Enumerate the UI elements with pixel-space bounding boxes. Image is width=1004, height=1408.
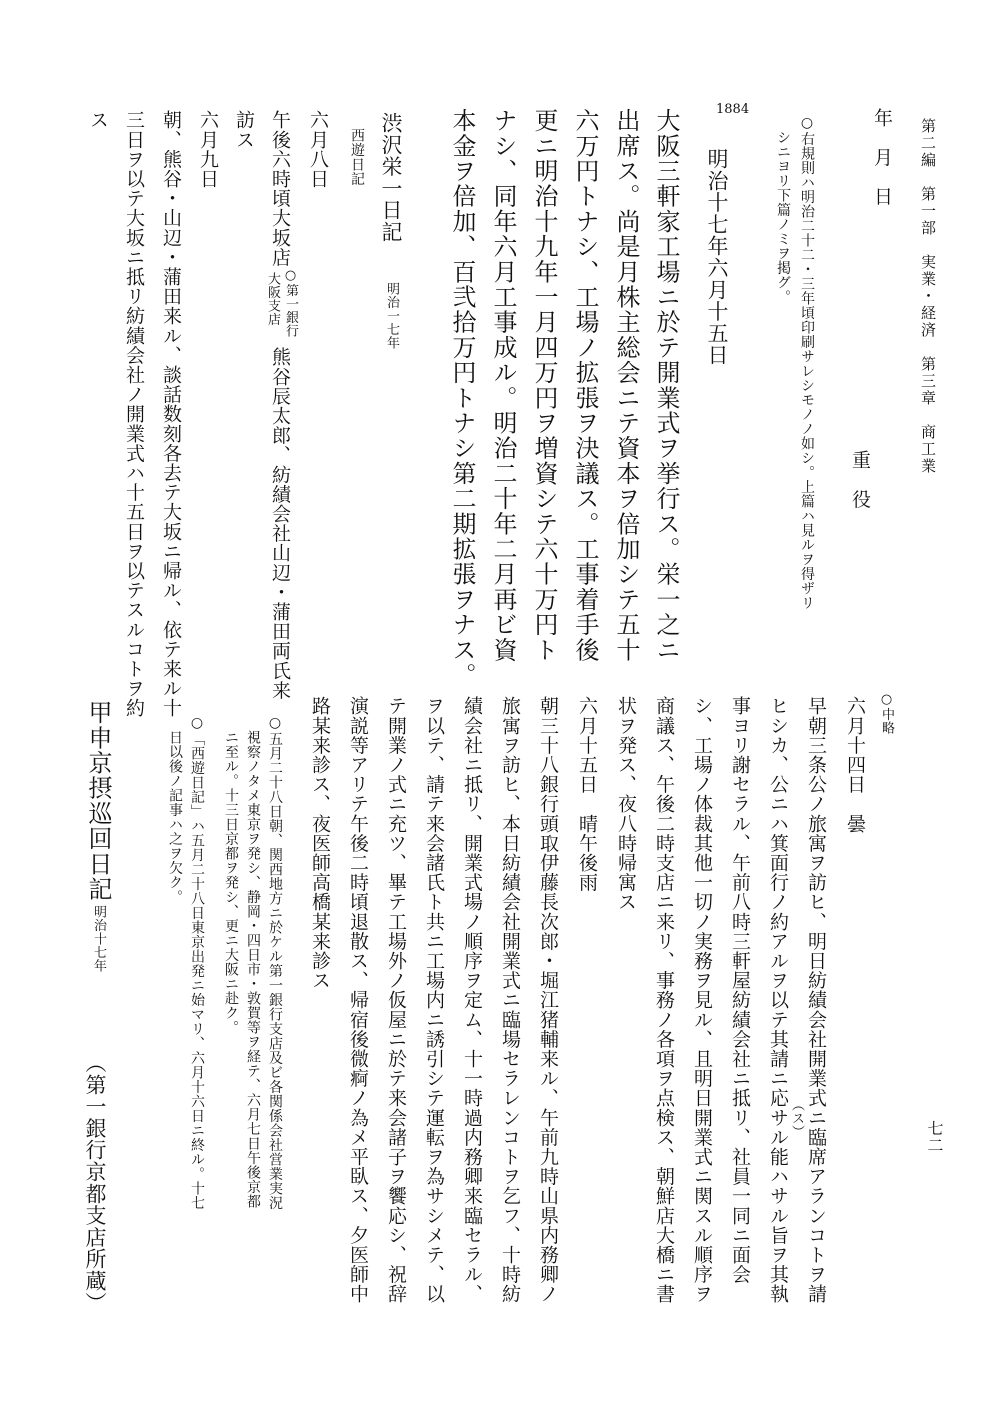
diary-line: 朝、熊谷・山辺・蒲田来ル、談話数刻各去テ大坂ニ帰ル、依テ来ル十 (160, 110, 182, 718)
diary-date: 六月十五日 晴午後雨 (576, 696, 598, 892)
rule-note-line: ○右規則ハ明治二十二・三年頃印刷サレシモノノ如シ。上篇ハ見ルヲ得ザリ (799, 115, 815, 610)
diary-line: ス (87, 110, 109, 130)
entry-title: 重 役 (849, 450, 871, 509)
running-head: 第二編 第一部 実業・経済 第三章 商工業 (919, 118, 937, 475)
rule-note-line: シニヨリ下篇ノミヲ掲グ。 (775, 130, 791, 304)
diary-line: 事ヨリ謝セラル、午前八時三軒屋紡績会社ニ抵リ、社員一同ニ面会 (729, 696, 751, 1284)
source-subtitle: 西遊日記 (349, 128, 365, 186)
diary-line: テ開業ノ式ニ充ツ、畢テ工場外ノ仮屋ニ於テ来会諸子ヲ饗応シ、祝辞 (385, 696, 407, 1304)
diary-date: 六月十四日 曇 (844, 696, 866, 834)
source-title: 甲申京摂巡回日記 (84, 700, 112, 902)
ruby-annotation: （ス） (789, 1098, 804, 1139)
diary-line: ヒシカ、公ニハ箕面行ノ約アルヲ以テ其請ニ応サル能ハサル旨ヲ其執 (767, 696, 789, 1304)
diary-line: 演説等アリテ午後二時頃退散ス、帰宿後微痾ノ為メ平臥ス、夕医師中 (347, 696, 369, 1304)
editor-note: ○五月二十八日朝、関西地方ニ於ケル第一銀行支店及ビ各関係会社営業実況 (267, 715, 283, 1210)
diary-line: 熊谷辰太郎、紡績会社山辺・蒲田両氏来 (269, 347, 291, 700)
summary-line: 更ニ明治十九年一月四万円ヲ増資シテ六十万円ト (530, 108, 558, 663)
editor-note: 視察ノタメ東京ヲ発シ、静岡・四日市・敦賀等ヲ経テ、六月七日午後京都 (245, 730, 261, 1209)
entry-date-label: 年 月 日 (871, 108, 893, 206)
diary-line: 三日ヲ以テ大坂ニ抵リ紡績会社ノ開業式ハ十五日ヲ以テスルコトヲ約 (123, 110, 145, 718)
page-number: 七二 (925, 1120, 944, 1154)
source-title: 渋沢栄一日記 (379, 112, 403, 243)
diary-date: 六月九日 (197, 110, 219, 189)
editor-note: ○「西遊日記」ハ五月二十八日東京出発ニ始マリ、六月十六日ニ終ル。十七 (189, 715, 205, 1210)
diary-line: 績会社ニ抵リ、開業式場ノ順序ヲ定ム、十一時過内務卿来臨セラル、 (461, 696, 483, 1304)
editor-note: 日以後ノ記事ハ之ヲ欠ク。 (167, 730, 183, 904)
summary-line: 大阪三軒家工場ニ於テ開業式ヲ挙行ス。栄一之ニ (652, 108, 680, 663)
diary-line: 早朝三条公ノ旅寓ヲ訪ヒ、明日紡績会社開業式ニ臨席アランコトヲ請 (805, 696, 827, 1304)
diary-line: ヲ以テ、請テ来会諸氏ト共ニ工場内ニ誘引シテ運転ヲ為サシメテ、以 (423, 696, 445, 1304)
diary-date: 六月八日 (307, 110, 329, 189)
omission-mark: ○中略 (879, 692, 894, 735)
summary-line: 出席ス。尚是月株主総会ニテ資本ヲ倍加シテ五十 (612, 108, 640, 663)
source-year: 明治十七年 (91, 905, 106, 973)
diary-line: 旅寓ヲ訪ヒ、本日紡績会社開業式ニ臨場セラレンコトヲ乞フ、十時紡 (499, 696, 521, 1304)
diary-line: シ、工場ノ体裁其他一切ノ実務ヲ見ル、且明日開業式ニ関スル順序ヲ (691, 696, 713, 1304)
source-year: 明治一七年 (384, 282, 399, 350)
summary-line: 六万円トナシ、工場ノ拡張ヲ決議ス。工事着手後 (571, 108, 599, 663)
date-heading: 明治十七年六月十五日 (705, 148, 729, 366)
summary-line: ナシ、同年六月工事成ル。明治二十年二月再ビ資 (489, 108, 517, 663)
source-holder: （第一銀行京都支店所蔵） (83, 1052, 107, 1314)
summary-line: 本金ヲ倍加、百弐拾万円トナシ第二期拡張ヲナス。 (448, 108, 476, 688)
diary-note: ○第一銀行 (283, 268, 298, 338)
diary-line: 路某来診ス、夜医師高橋某来診ス (309, 696, 331, 990)
diary-line: 商議ス、午後二時支店ニ来リ、事務ノ各項ヲ点検ス、朝鮮店大橋ニ書 (653, 696, 675, 1304)
western-year: 1884 (716, 102, 750, 117)
diary-note: 大阪支店 (265, 272, 280, 326)
editor-note: ニ至ル。十三日京都ヲ発シ、更ニ大阪ニ赴ク。 (223, 730, 239, 1035)
diary-line: 状ヲ発ス、夜八時帰寓ス (615, 696, 637, 912)
diary-line: 午後六時頃大坂店 (269, 110, 291, 267)
diary-line: 訪ス (233, 110, 255, 150)
diary-line: 朝三十八銀行頭取伊藤長次郎・堀江猪輔来ル、午前九時山県内務卿ノ (537, 696, 559, 1304)
